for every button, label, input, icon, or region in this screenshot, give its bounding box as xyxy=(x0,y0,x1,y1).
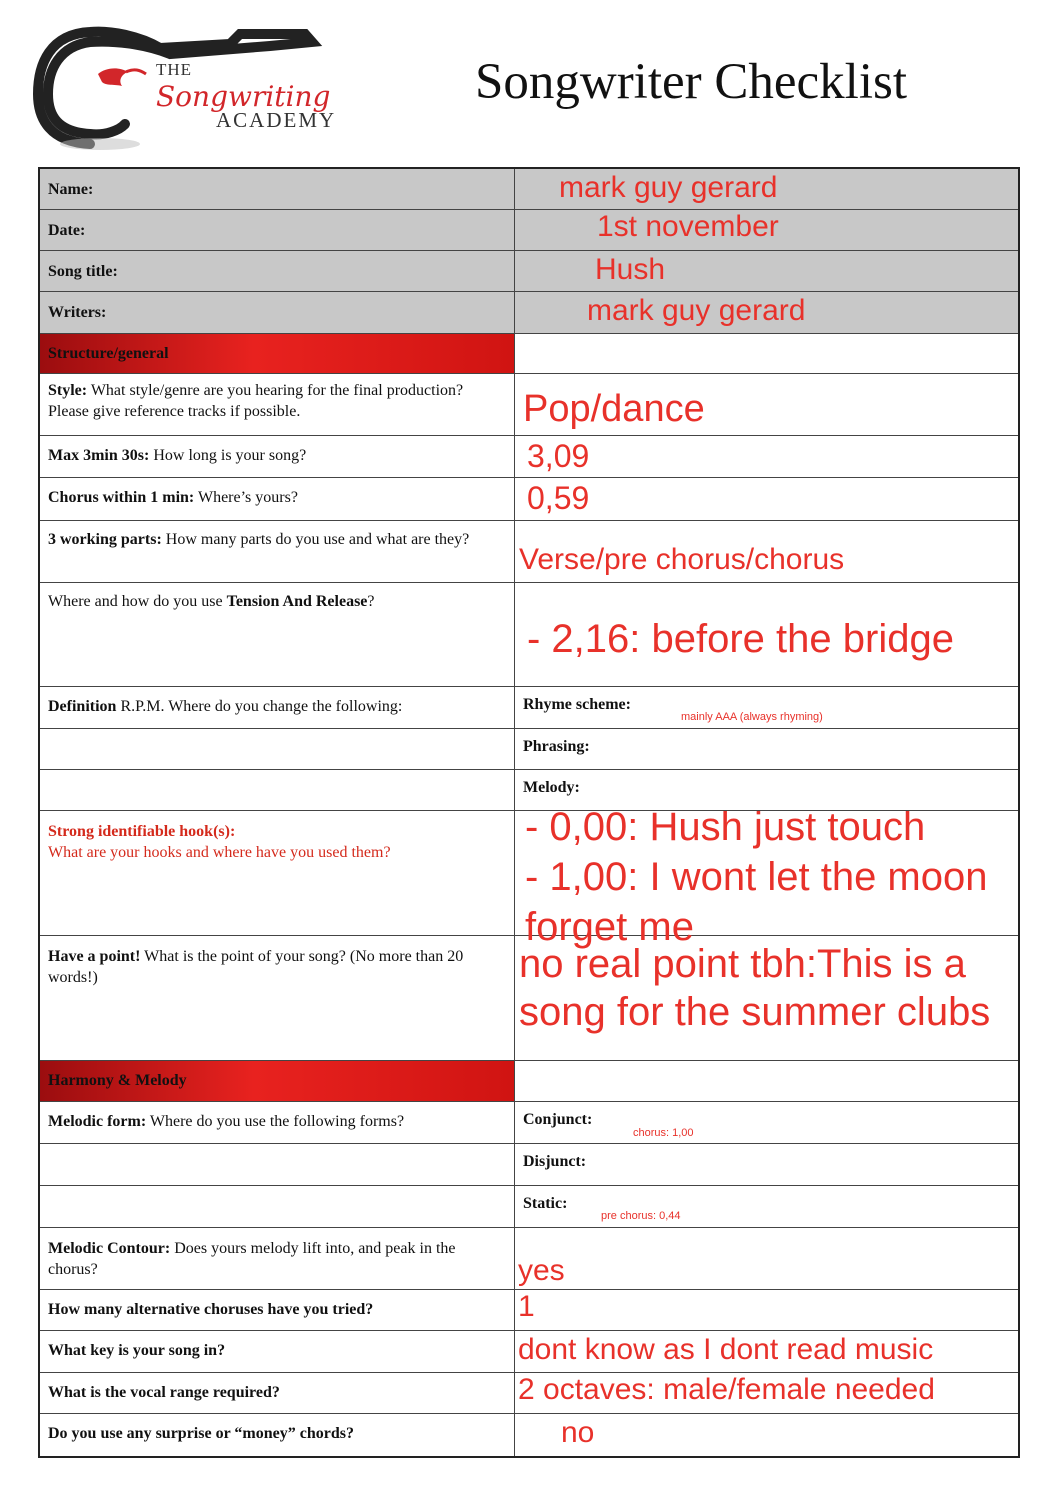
style-question xyxy=(40,374,515,435)
length-answer: 3,09 xyxy=(527,438,590,474)
point-bold: Have a point! xyxy=(48,948,141,965)
parts-bold: 3 working parts: xyxy=(48,531,162,548)
melodic-form-question xyxy=(40,1102,515,1143)
vocal-range-answer-cell[interactable] xyxy=(515,1373,1018,1413)
melody-cell[interactable] xyxy=(515,770,1018,810)
harmony-heading-row xyxy=(40,1061,1018,1102)
harmony-heading-blank xyxy=(515,1061,1018,1101)
writers-value: mark guy gerard xyxy=(587,294,806,327)
alt-chorus-question: How many alternative choruses have you tried? xyxy=(40,1290,515,1330)
structure-heading-row xyxy=(40,334,1018,374)
form-bold: Melodic form: xyxy=(48,1113,147,1130)
key-row xyxy=(40,1331,1018,1373)
song-title-label: Song title: xyxy=(40,251,515,291)
rhyme-cell[interactable] xyxy=(515,687,1018,728)
style-row xyxy=(40,374,1018,436)
conjunct-answer: chorus: 1,00 xyxy=(633,1127,694,1139)
definition-row xyxy=(40,687,1018,729)
static-left-blank xyxy=(40,1186,515,1227)
song-title-cell[interactable] xyxy=(515,251,1018,291)
hook-answer-1: - 0,00: Hush just touch xyxy=(525,805,926,849)
length-question xyxy=(40,436,515,477)
structure-heading: Structure/general xyxy=(40,334,515,373)
melodic-form-row xyxy=(40,1102,1018,1144)
writers-cell[interactable] xyxy=(515,292,1018,333)
length-bold: Max 3min 30s: xyxy=(48,447,150,464)
key-answer-cell[interactable] xyxy=(515,1331,1018,1372)
style-answer: Pop/dance xyxy=(523,388,705,430)
money-chords-answer: no xyxy=(561,1416,595,1449)
static-answer: pre chorus: 0,44 xyxy=(601,1210,681,1222)
rhyme-answer: mainly AAA (always rhyming) xyxy=(681,711,823,723)
harmony-heading: Harmony & Melody xyxy=(40,1061,515,1101)
phrasing-label: Phrasing: xyxy=(523,738,590,755)
name-value: mark guy gerard xyxy=(559,171,778,204)
contour-text: Does yours melody lift into, and peak in the chorus? xyxy=(48,1240,456,1278)
parts-row xyxy=(40,521,1018,583)
tension-answer: - 2,16: before the bridge xyxy=(527,617,954,661)
parts-question xyxy=(40,521,515,582)
form-text: Where do you use the following forms? xyxy=(146,1113,405,1130)
contour-bold: Melodic Contour: xyxy=(48,1240,171,1257)
chorus-text: Where’s yours? xyxy=(194,489,298,506)
logo-academy-text: ACADEMY xyxy=(216,108,337,132)
logo-songwriting-text: Songwriting xyxy=(156,80,331,113)
hook-answer-cell[interactable] xyxy=(515,805,1018,949)
disjunct-cell[interactable] xyxy=(515,1144,1018,1185)
tension-answer-cell[interactable] xyxy=(515,583,1018,686)
name-label: Name: xyxy=(40,169,515,209)
key-answer: dont know as I dont read music xyxy=(518,1333,934,1366)
writers-row xyxy=(40,292,1018,334)
hook-answer-3: forget me xyxy=(525,905,694,949)
point-question xyxy=(40,936,515,1060)
disjunct-row xyxy=(40,1144,1018,1186)
date-value: 1st november xyxy=(597,210,779,243)
logo-the-text: THE xyxy=(156,60,193,79)
point-text: What is the point of your song? (No more than 20 words!) xyxy=(48,948,464,986)
date-row xyxy=(40,210,1018,251)
parts-answer-cell[interactable] xyxy=(515,521,1018,582)
writers-label: Writers: xyxy=(40,292,515,333)
money-chords-answer-cell[interactable] xyxy=(515,1414,1018,1456)
phrasing-row xyxy=(40,729,1018,770)
melody-left-blank xyxy=(40,770,515,810)
name-row xyxy=(40,169,1018,210)
hook-question xyxy=(40,811,515,935)
static-label: Static: xyxy=(523,1195,568,1212)
disjunct-left-blank xyxy=(40,1144,515,1185)
song-title-value: Hush xyxy=(595,253,666,286)
date-label: Date: xyxy=(40,210,515,250)
phrasing-left-blank xyxy=(40,729,515,769)
vocal-range-question: What is the vocal range required? xyxy=(40,1373,515,1413)
static-cell[interactable] xyxy=(515,1186,1018,1227)
contour-question xyxy=(40,1228,515,1289)
parts-text: How many parts do you use and what are they? xyxy=(161,531,470,548)
checklist-table xyxy=(38,167,1020,1458)
disjunct-label: Disjunct: xyxy=(523,1153,587,1170)
conjunct-label: Conjunct: xyxy=(523,1111,593,1128)
chorus-question xyxy=(40,478,515,520)
point-answer-cell[interactable] xyxy=(515,936,1018,1060)
tension-post: ? xyxy=(367,593,375,610)
static-row xyxy=(40,1186,1018,1228)
chorus-answer: 0,59 xyxy=(527,480,590,516)
chorus-row xyxy=(40,478,1018,521)
parts-answer: Verse/pre chorus/chorus xyxy=(519,543,845,576)
name-cell[interactable] xyxy=(515,169,1018,209)
tension-pre: Where and how do you use xyxy=(48,593,227,610)
page-title: Songwriter Checklist xyxy=(475,54,908,110)
date-cell[interactable] xyxy=(515,210,1018,250)
song-title-row xyxy=(40,251,1018,292)
alt-chorus-answer: 1 xyxy=(518,1290,535,1323)
hook-bold: Strong identifiable hook(s): xyxy=(48,823,236,840)
alt-chorus-answer-cell[interactable] xyxy=(515,1290,1018,1330)
style-bold: Style: xyxy=(48,382,88,399)
chorus-answer-cell[interactable] xyxy=(515,478,1018,520)
point-row xyxy=(40,936,1018,1061)
definition-bold: Definition xyxy=(48,698,117,715)
definition-question xyxy=(40,687,515,728)
money-chords-row xyxy=(40,1414,1018,1456)
academy-logo xyxy=(30,24,350,159)
money-chords-question: Do you use any surprise or “money” chords? xyxy=(40,1414,515,1456)
vocal-range-row xyxy=(40,1373,1018,1414)
contour-answer: yes xyxy=(518,1254,565,1287)
structure-heading-blank xyxy=(515,334,1018,373)
hook-answer-2: - 1,00: I wont let the moon xyxy=(525,855,988,899)
tension-row xyxy=(40,583,1018,687)
tension-bold: Tension And Release xyxy=(226,593,368,610)
hook-text: What are your hooks and where have you used them? xyxy=(48,844,391,861)
point-answer-2: song for the summer clubs xyxy=(519,990,991,1034)
vocal-range-answer: 2 octaves: male/female needed xyxy=(518,1373,935,1406)
melody-label: Melody: xyxy=(523,779,580,796)
length-answer-cell[interactable] xyxy=(515,436,1018,477)
tension-question xyxy=(40,583,515,686)
hook-row xyxy=(40,805,1018,949)
rhyme-label: Rhyme scheme: xyxy=(523,696,631,713)
length-text: How long is your song? xyxy=(149,447,307,464)
alt-chorus-row xyxy=(40,1290,1018,1331)
contour-row xyxy=(40,1228,1018,1290)
key-question: What key is your song in? xyxy=(40,1331,515,1372)
definition-text: R.P.M. Where do you change the following: xyxy=(116,698,403,715)
conjunct-cell[interactable] xyxy=(515,1102,1018,1143)
length-row xyxy=(40,436,1018,478)
contour-answer-cell[interactable] xyxy=(515,1228,1018,1289)
chorus-bold: Chorus within 1 min: xyxy=(48,489,195,506)
point-answer-1: no real point tbh:This is a xyxy=(519,942,966,986)
style-text: What style/genre are you hearing for the final production? Please give reference tracks if possible. xyxy=(48,382,464,420)
phrasing-cell[interactable] xyxy=(515,729,1018,769)
style-answer-cell[interactable] xyxy=(515,374,1018,435)
